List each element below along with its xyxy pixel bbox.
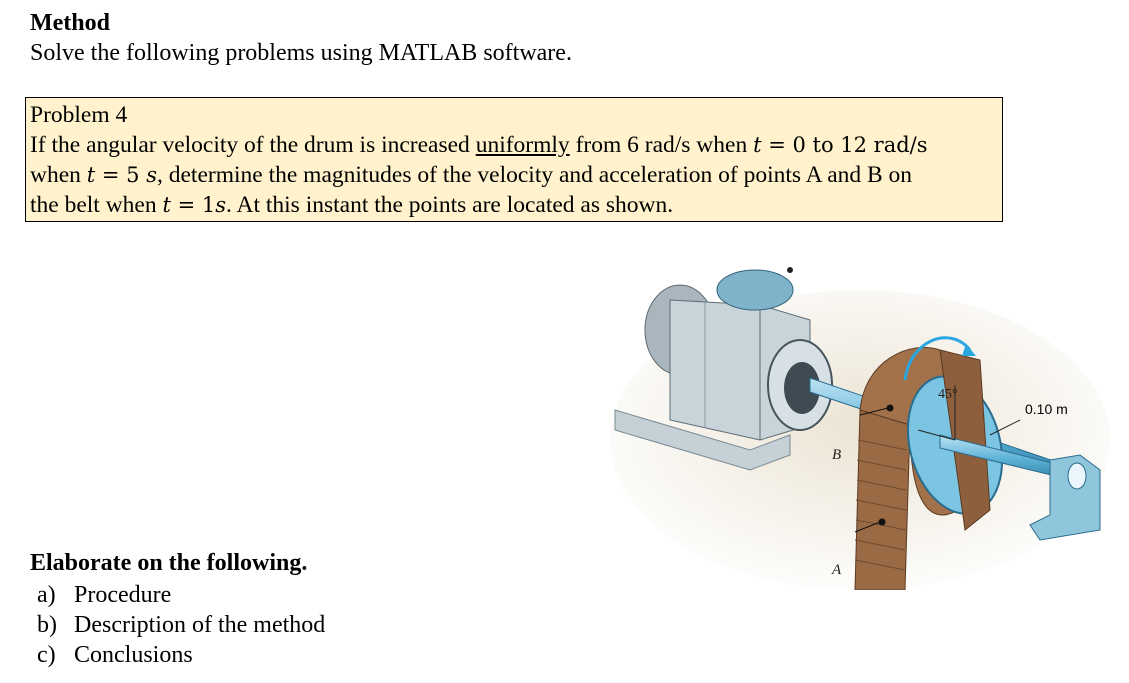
angle-label: 45° (938, 387, 958, 402)
belt-lower (855, 410, 910, 590)
list-item: b) Description of the method (37, 612, 326, 638)
method-heading: Method (30, 10, 110, 36)
drum-belt-figure (610, 250, 1110, 590)
elaborate-list (37, 580, 325, 670)
method-description: Solve the following problems using MATLAB software. (30, 40, 572, 66)
problem-line-2: when t = 5 s, determine the magnitudes of the velocity and acceleration of points A and B on (30, 162, 913, 188)
problem-title: Problem 4 (30, 102, 128, 128)
problem-line-3: the belt when t = 1s. At this instant the points are located as shown. (30, 192, 674, 218)
point-b-label: B (832, 447, 842, 463)
point-a-label: A (832, 562, 842, 578)
list-item: c) Conclusions (37, 642, 193, 668)
elaborate-heading: Elaborate on the following. (30, 550, 308, 576)
motor-cap (717, 270, 793, 310)
problem-box (25, 97, 1003, 222)
problem-line-1: If the angular velocity of the drum is increased uniformly from 6 rad/s when t = 0 to 12 rad/s (30, 132, 928, 158)
list-item: a) Procedure (37, 582, 172, 608)
radius-label: 0.10 m (1025, 401, 1068, 417)
